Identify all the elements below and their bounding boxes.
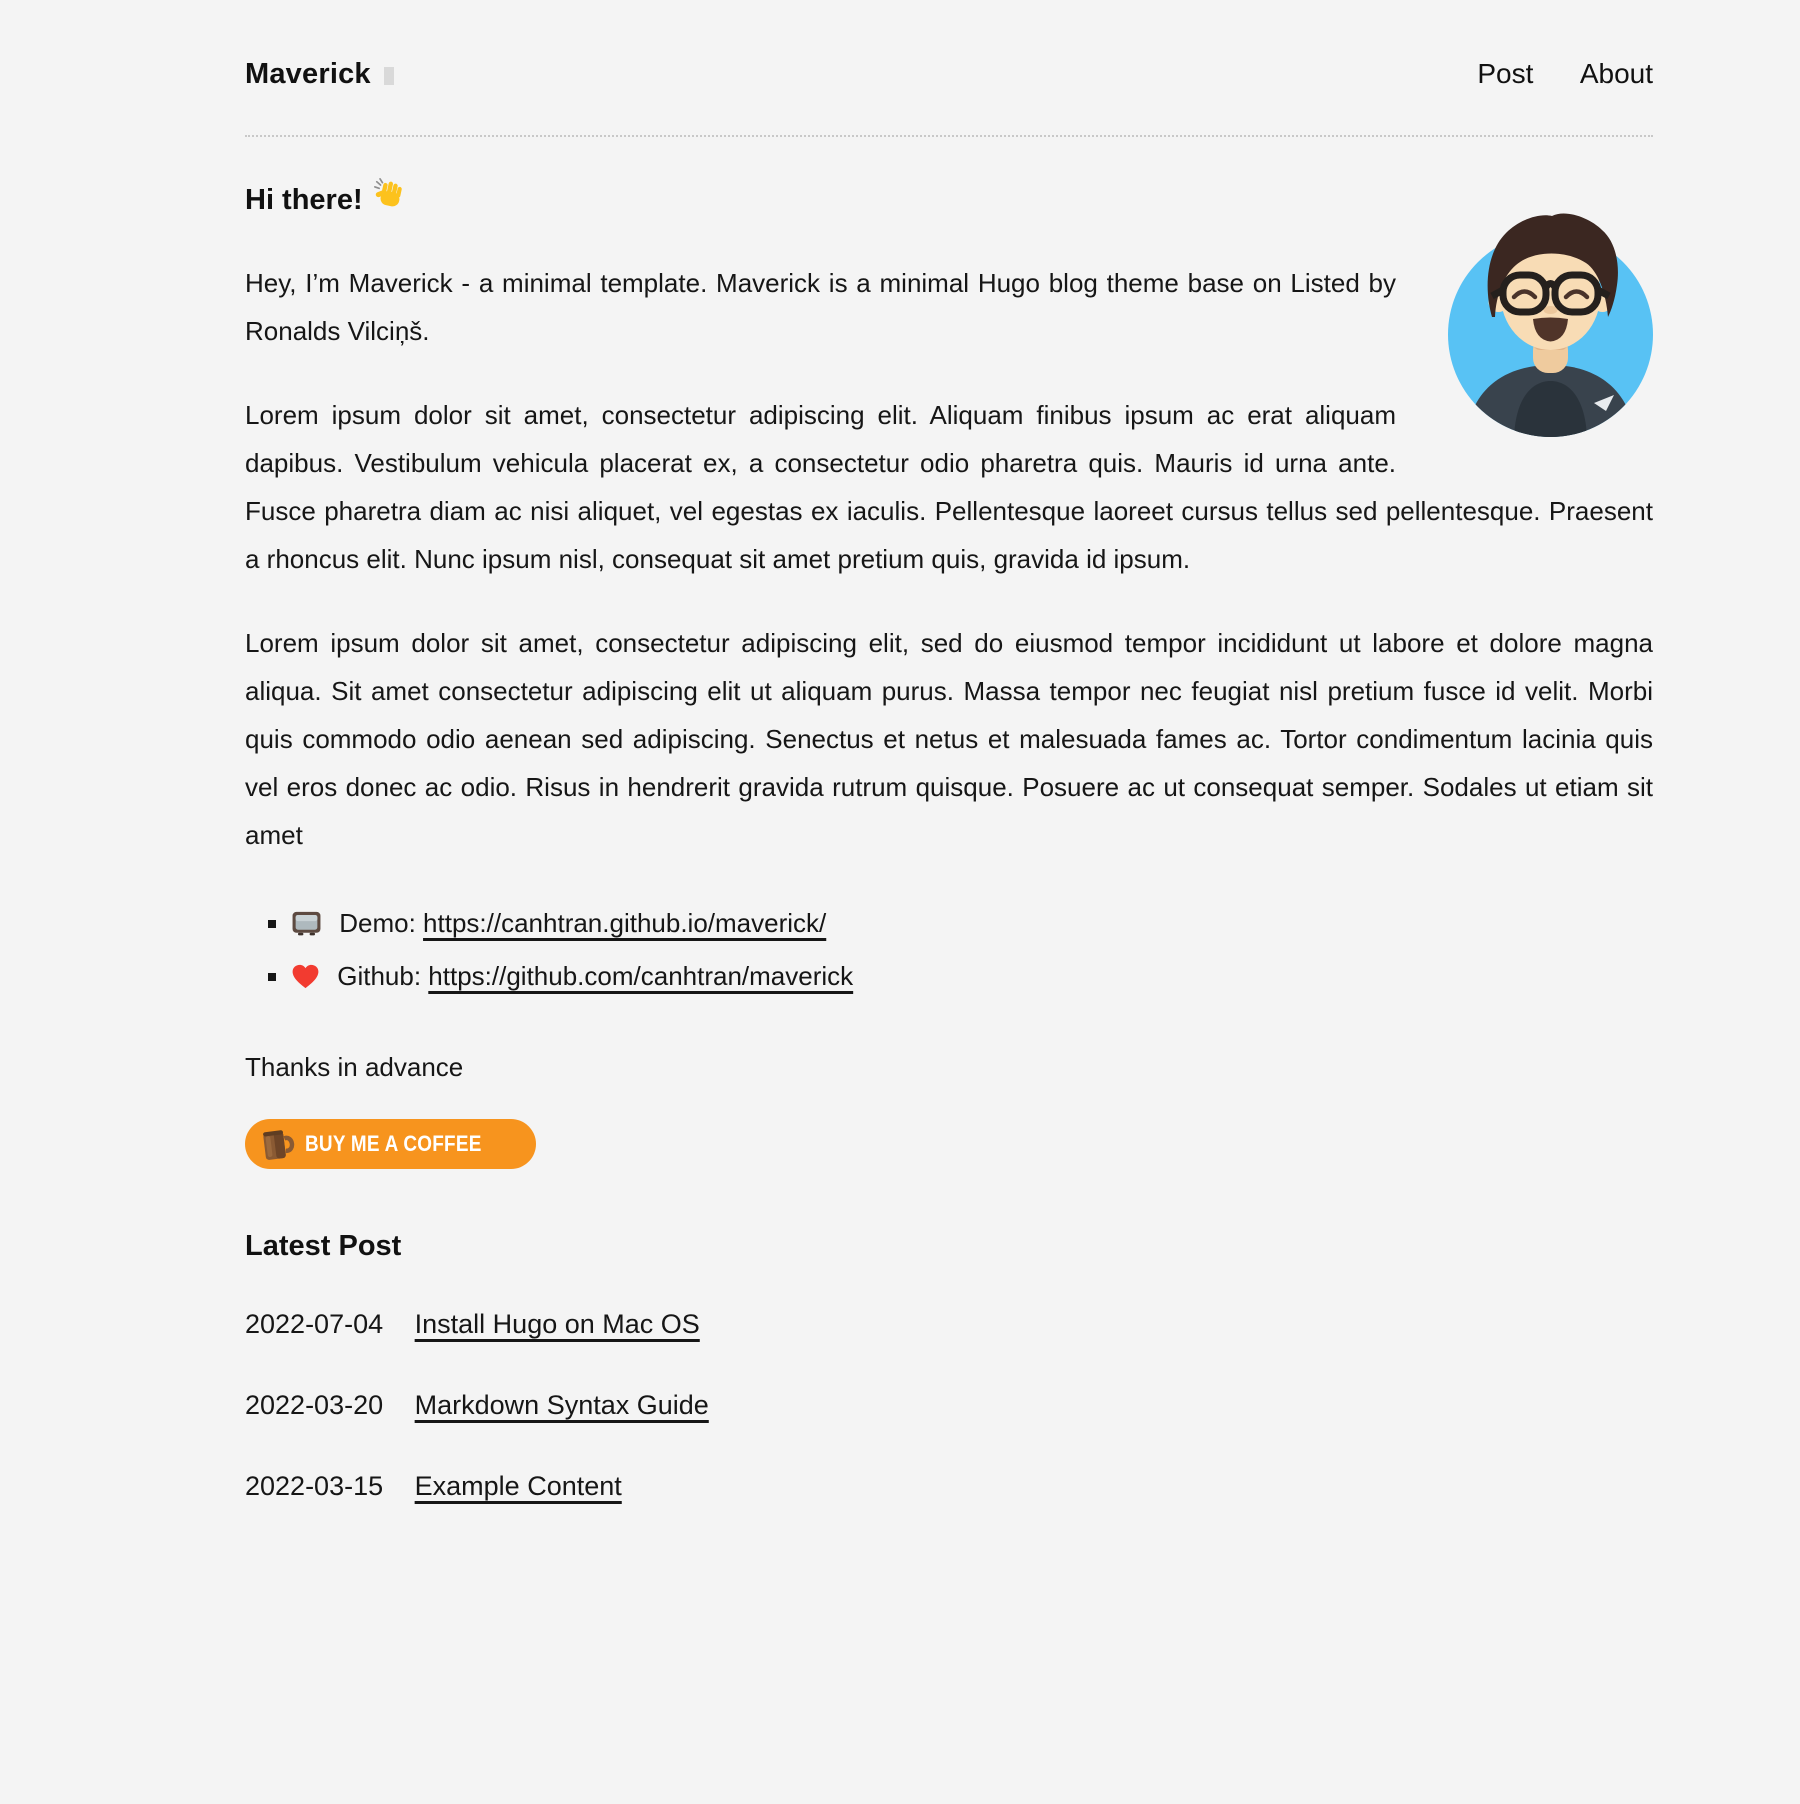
- demo-link[interactable]: https://canhtran.github.io/maverick/: [423, 908, 827, 938]
- post-date: 2022-07-04: [245, 1309, 384, 1339]
- links-list: [245, 899, 1653, 1005]
- main-content: [245, 177, 1653, 1510]
- latest-post-heading-text: Latest Post: [245, 1230, 402, 1262]
- avatar: [1448, 197, 1653, 437]
- site-header: [245, 58, 1653, 91]
- post-date: 2022-03-15: [245, 1471, 384, 1501]
- post-row: [245, 1381, 1653, 1429]
- intro-paragraph-1: Hey, I’m Maverick - a minimal template. Maverick is a minimal Hugo blog theme base on Listed by Ronalds Vilciņš.: [245, 268, 1396, 346]
- coffee-mug-icon: [259, 1125, 295, 1163]
- header-divider: [245, 135, 1653, 137]
- main-nav: [1435, 58, 1653, 90]
- brand: [245, 58, 394, 91]
- nav-about-link[interactable]: About: [1579, 58, 1653, 89]
- demo-list-item: [291, 899, 1653, 952]
- demo-label: Demo:: [339, 908, 416, 938]
- post-link-markdown-guide[interactable]: Markdown Syntax Guide: [414, 1390, 709, 1420]
- latest-post-heading: [245, 1225, 1653, 1267]
- github-link[interactable]: https://github.com/canhtran/maverick: [428, 961, 854, 991]
- desktop-computer-emoji-icon: [291, 904, 322, 952]
- post-row: [245, 1462, 1653, 1510]
- page-container: [245, 0, 1653, 1510]
- site-title[interactable]: Maverick: [245, 58, 371, 90]
- intro-heading-text: Hi there!: [245, 184, 363, 216]
- post-date: 2022-03-20: [245, 1390, 384, 1420]
- intro-heading: [245, 177, 1653, 223]
- buy-me-a-coffee-button[interactable]: [245, 1119, 536, 1169]
- post-row: [245, 1300, 1653, 1348]
- github-list-item: [291, 952, 1653, 1005]
- lorem-paragraph-2: Lorem ipsum dolor sit amet, consectetur adipiscing elit, sed do eiusmod tempor incididunt ut labore et dolore magna aliqua. Sit amet consectetur adipiscing elit ut aliquam purus. Massa tempor nec feugiat nisl pretium fusce id velit. Morbi quis commodo odio aenean sed adipiscing. Senectus et netus et malesuada fames ac. Tortor condimentum lacinia quis vel eros donec ac odio. Risus in hendrerit gravida rutrum quisque. Posuere ac ut consequat semper. Sodales ut etiam sit amet: [245, 628, 1653, 850]
- waving-hand-emoji-icon: [373, 177, 407, 223]
- red-heart-emoji-icon: [291, 957, 320, 1005]
- post-link-example-content[interactable]: Example Content: [414, 1471, 622, 1501]
- post-list: [245, 1300, 1653, 1510]
- title-cursor-block: [384, 67, 394, 85]
- post-link-install-hugo[interactable]: Install Hugo on Mac OS: [414, 1309, 700, 1339]
- nav-post-link[interactable]: Post: [1477, 58, 1534, 89]
- thanks-text: Thanks in advance: [245, 1052, 464, 1082]
- github-label: Github:: [337, 961, 422, 991]
- bmc-button-label: BUY ME A COFFEE: [305, 1131, 482, 1156]
- lorem-paragraph-1: Lorem ipsum dolor sit amet, consectetur adipiscing elit. Aliquam finibus ipsum ac erat aliquam dapibus. Vestibulum vehicula placerat ex, a consectetur odio pharetra quis. Mauris id urna ante. Fusce pharetra diam ac nisi aliquet, vel egestas ex iaculis. Pellentesque laoreet cursus tellus sed pellentesque. Praesent a rhoncus elit. Nunc ipsum nisl, consequat sit amet pretium quis, gravida id ipsum.: [245, 400, 1653, 574]
